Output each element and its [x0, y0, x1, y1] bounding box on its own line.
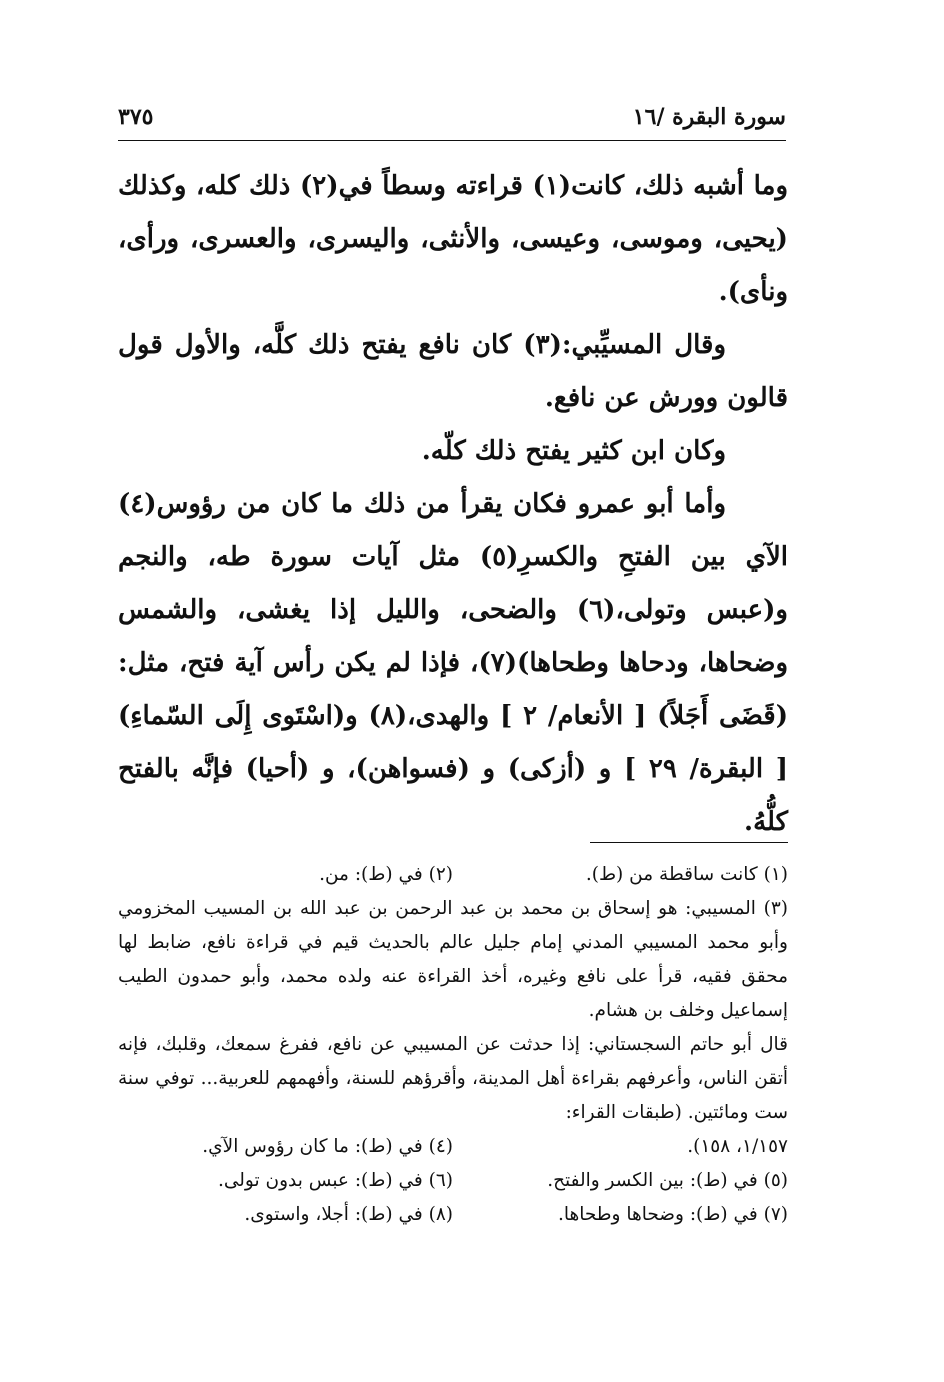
footnote-separator — [590, 842, 788, 843]
footnote-6: (٦) في (ط): عبس بدون تولى. — [217, 1170, 453, 1191]
main-paragraph-4: وأما أبو عمرو فكان يقرأ من ذلك ما كان من رؤوس(٤) الآي بين الفتحِ والكسرِ(٥) مثل آيات سورة طه، والنجم و(عبس وتولى،(٦) والضحى، والليل إذا يغشى، والشمس وضحاها، ودحاها وطحاها)(٧)، فإذا لم يكن رأس آية فتح، مثل: (قَضَى أَجَلاً) [ الأنعام/ ٢ ] والهدى،(٨) و(اسْتَوى إِلَى السّماءِ) [ البقرة/ ٢٩ ] و (أزكى) و (فسواهن)، و (أحيا) فإنَّه بالفتح كلُّهُ. — [118, 489, 788, 837]
footnote-row-2 — [118, 1130, 788, 1164]
footnote-1: (١) كانت ساقطة من (ط). — [585, 864, 788, 885]
footnote-row-3 — [118, 1164, 788, 1198]
running-title: سورة البقرة /١٦ — [632, 104, 786, 130]
main-paragraph-1: وما أشبه ذلك، كانت(١) قراءته وسطاً في(٢) ذلك كله، وكذلك (يحيى، وموسى، وعيسى، والأنثى، واليسرى، والعسرى، ورأى، ونأى). — [118, 171, 788, 307]
page-header — [118, 100, 786, 141]
footnote-3-paragraph-2: قال أبو حاتم السجستاني: إذا حدثت عن المسيبي عن نافع، ففرغ سمعك، وقلبك، فإنه أتقن الناس، وأعرفهم بقراءة أهل المدينة، وأقرؤهم للسنة، وأفهمهم للعربية... توفي سنة ست ومائتين. (طبقات القراء: — [118, 1034, 788, 1123]
footnote-3 — [118, 892, 788, 1130]
footnote-4: (٤) في (ط): ما كان رؤوس الآي. — [202, 1136, 453, 1157]
main-text — [118, 160, 788, 849]
footnote-3-paragraph-1: (٣) المسيبي: هو إسحاق بن محمد بن عبد الرحمن بن عبد الله بن المسيب المخزومي وأبو محمد المسيبي المدني إمام جليل عالم بالحديث قيم في قراءة نافع، ضابط لها محقق فقيه، قرأ على نافع وغيره، أخذ القراءة عنه ولده محمد، وأبو حمدون الطيب إسماعيل وخلف بن هشام. — [118, 898, 788, 1021]
main-paragraph-3: وكان ابن كثير يفتح ذلك كلّه. — [421, 436, 726, 466]
footnote-7: (٧) في (ط): وضحاها وطحاها. — [557, 1204, 788, 1225]
footnotes — [118, 858, 788, 1232]
footnote-row-4 — [118, 1198, 788, 1232]
main-paragraph-2: وقال المسيِّبي:(٣) كان نافع يفتح ذلك كلَّه، والأول قول قالون وورش عن نافع. — [118, 330, 788, 413]
footnote-5: (٥) في (ط): بين الكسر والفتح. — [547, 1170, 788, 1191]
footnote-3-end: ١/١٥٧، ١٥٨). — [687, 1136, 788, 1157]
footnote-8: (٨) في (ط): أجلا، واستوى. — [244, 1204, 453, 1225]
page-number: ٣٧٥ — [118, 104, 154, 130]
footnote-2: (٢) في (ط): من. — [319, 864, 453, 885]
footnote-row-1 — [118, 858, 788, 892]
